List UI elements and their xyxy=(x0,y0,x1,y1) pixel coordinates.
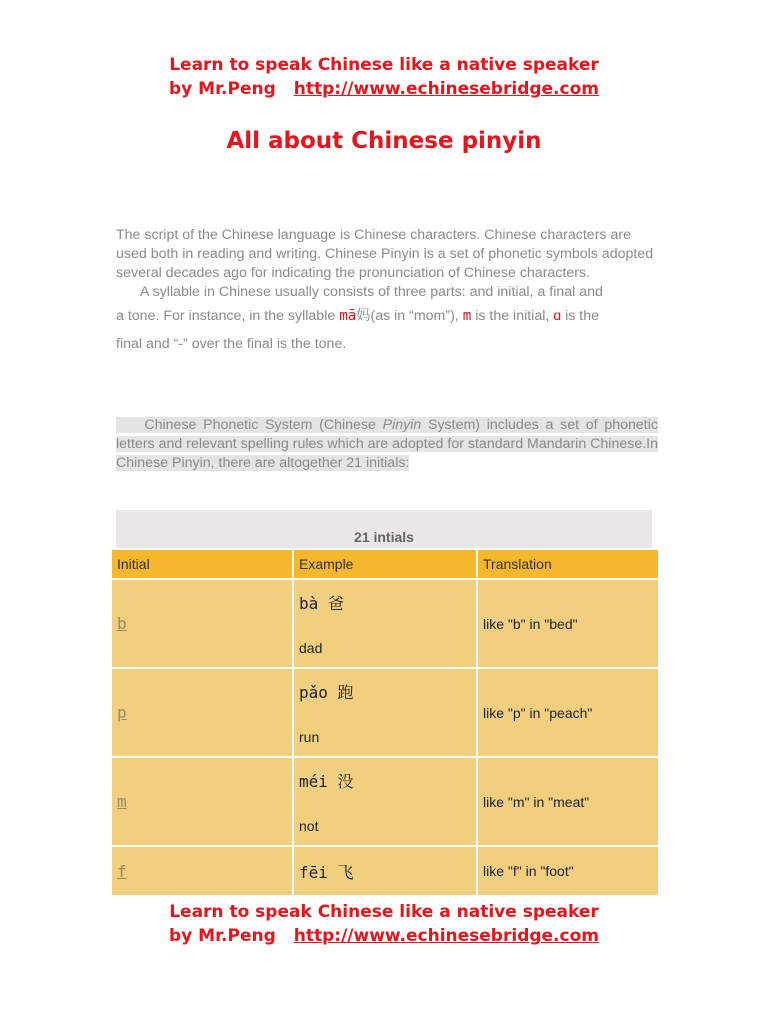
initial-link[interactable]: p xyxy=(117,703,127,722)
example-initial: m xyxy=(462,308,472,324)
translation-cell xyxy=(477,846,659,896)
intro-text: 妈(as in “mom”), xyxy=(356,308,463,324)
table-header-row xyxy=(111,549,659,579)
intro-text: is the initial, xyxy=(471,308,554,324)
initial-link[interactable]: m xyxy=(117,792,127,811)
table-row xyxy=(111,846,659,896)
example-pinyin: bà 爸 xyxy=(299,594,344,613)
translation-cell xyxy=(477,757,659,846)
phonetic-text xyxy=(116,417,658,471)
header-website-link[interactable]: http://www.echinesebridge.com xyxy=(293,79,599,99)
footer-byline xyxy=(0,924,768,948)
translation-text: like "m" in "meat" xyxy=(483,793,590,810)
initial-link[interactable]: f xyxy=(117,861,127,881)
phonetic-text-a: Chinese Phonetic System (Chinese xyxy=(144,417,383,433)
example-english: run xyxy=(299,729,320,745)
translation-text: like "p" in "peach" xyxy=(483,704,593,721)
intro-paragraph-1: The script of the Chinese language is Chinese characters. Chinese characters are used both in reading and writing. Chinese Pinyin is a set of phonetic symbols adopted several decades ago for indicating the pronunciation of Chinese characters. xyxy=(116,227,654,281)
translation-cell xyxy=(477,668,659,757)
initial-cell xyxy=(111,757,293,846)
page-footer xyxy=(0,900,768,948)
example-english: not xyxy=(299,818,319,834)
translation-cell xyxy=(477,579,659,668)
header-byline xyxy=(0,77,768,101)
table-caption: 21 intials xyxy=(116,510,652,548)
example-cell xyxy=(293,668,477,757)
initial-cell xyxy=(111,579,293,668)
example-pinyin: fēi 飞 xyxy=(299,862,354,882)
table-row xyxy=(111,757,659,846)
example-english: dad xyxy=(299,640,323,656)
footer-tagline: Learn to speak Chinese like a native speaker xyxy=(169,902,599,922)
translation-text: like "b" in "bed" xyxy=(483,615,578,632)
page-header xyxy=(0,53,768,101)
table-row xyxy=(111,668,659,757)
example-pinyin: méi 没 xyxy=(299,772,354,791)
example-final: ɑ xyxy=(553,308,562,324)
example-cell xyxy=(293,757,477,846)
example-cell xyxy=(293,846,477,896)
intro-paragraph-2-line-3: final and “-” over the final is the tone. xyxy=(116,336,347,352)
initial-cell xyxy=(111,668,293,757)
phonetic-system-paragraph xyxy=(116,416,658,473)
header-translation: Translation xyxy=(477,549,659,579)
intro-paragraph-2-line-1: A syllable in Chinese usually consists of three parts: and initial, a final and xyxy=(140,284,603,300)
page-title: All about Chinese pinyin xyxy=(226,128,542,154)
initials-table xyxy=(110,548,660,897)
intro-text: is the xyxy=(561,308,600,324)
initial-link[interactable]: b xyxy=(117,614,127,633)
table-row xyxy=(111,579,659,668)
intro-section xyxy=(116,226,656,358)
header-example: Example xyxy=(293,549,477,579)
footer-website-link[interactable]: http://www.echinesebridge.com xyxy=(293,926,599,946)
example-cell xyxy=(293,579,477,668)
translation-text: like "f" in "foot" xyxy=(483,863,574,879)
footer-author: by Mr.Peng xyxy=(169,926,276,946)
intro-paragraph-2-line-2 xyxy=(116,302,656,330)
header-tagline: Learn to speak Chinese like a native speaker xyxy=(169,55,599,75)
header-author: by Mr.Peng xyxy=(169,79,276,99)
phonetic-text-b: System) includes a set of phonetic letters and relevant spelling rules which are adopted for standard Mandarin Chinese.In Chinese Pinyin, there are altogether 21 initials: xyxy=(116,417,658,471)
example-pinyin: pǎo 跑 xyxy=(299,683,354,702)
phonetic-italic: Pinyin xyxy=(382,417,422,433)
intro-text: a tone. For instance, in the syllable xyxy=(116,308,340,324)
header-initial: Initial xyxy=(111,549,293,579)
initial-cell xyxy=(111,846,293,896)
example-syllable: mā xyxy=(339,308,357,324)
